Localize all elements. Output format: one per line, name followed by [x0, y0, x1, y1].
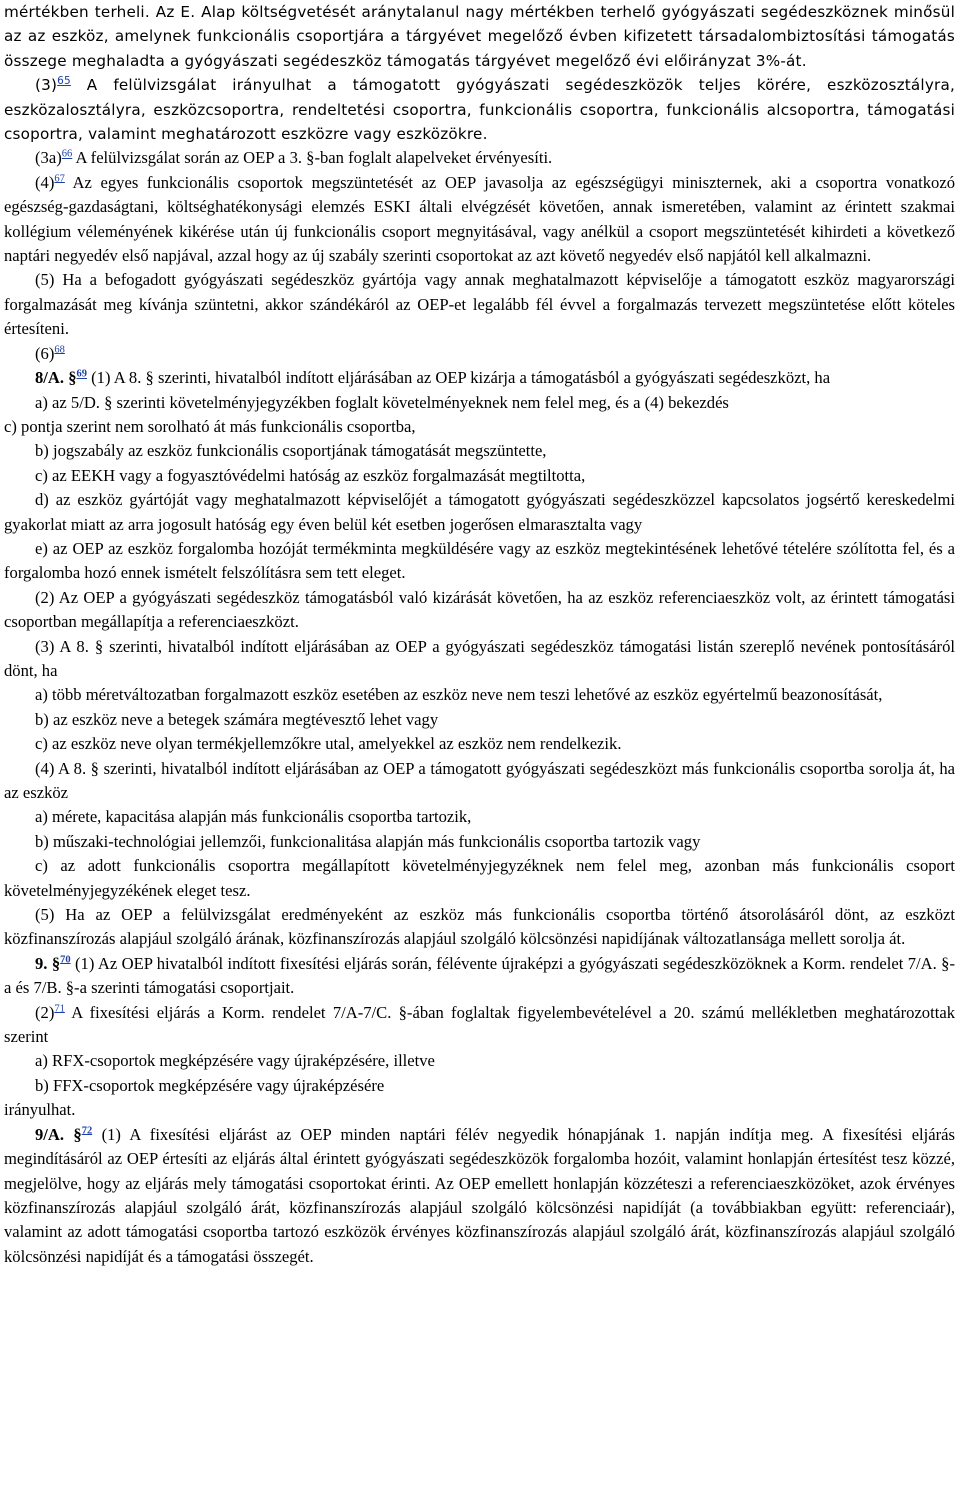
footnote-link-72[interactable]: 72: [81, 1125, 93, 1137]
section-heading: 8/A. §: [35, 368, 77, 388]
list-item-d: d) az eszköz gyártóját vagy meghatalmazott képviselőjét a támogatott gyógyászati segédeszközzel kapcsolatos jogsértő kereskedelmi gyakorlat miatt az arra jogosult hatóság egy éven belül két esetben jogerősen elmarasztalta vagy: [4, 490, 955, 534]
paragraph-3: [4, 73, 955, 146]
paragraph-continuation: mértékben terheli. Az E. Alap költségvetését aránytalanul nagy mértékben terhelő gyógyászati segédeszköznek minősül az az eszköz, amelynek funkcionális csoportjára a tárgyévet megelőző évben kifizetett társadalombiztosítási támogatás összege meghaladta a gyógyászati segédeszköz támogatás tárgyévet megelőző évi előirányzat 3%-át.: [4, 3, 955, 70]
footnote-link-69[interactable]: 69: [76, 368, 87, 380]
paragraph-text: A felülvizsgálat irányulhat a támogatott gyógyászati segédeszközök teljes körére, eszközosztályra, eszközalosztályra, eszközcsoportra, rendeltetési csoportra, funkcionális csoportra, funkcionális alcsoportra, támogatási csoportra, valamint meghatározott eszközre vagy eszközökre.: [4, 76, 955, 144]
list-item-a: a) RFX-csoportok megképzésére vagy újraképzésére, illetve: [35, 1051, 435, 1071]
paragraph-5: (5) Ha a befogadott gyógyászati segédeszköz gyártója vagy annak meghatalmazott képviselője a támogatott eszköz magyarországi forgalmazását meg kívánja szüntetni, akkor szándékáról az OEP-et legalább fél évvel a forgalmazás tervezett megszüntetése előtt köteles értesíteni.: [4, 270, 955, 339]
list-item-a: a) az 5/D. § szerinti követelményjegyzékben foglalt követelményeknek nem felel meg, és a (4) bekezdés: [35, 392, 729, 412]
paragraph-number: (6): [35, 343, 55, 363]
list-item-continuation: c) pontja szerint nem sorolható át más funkcionális csoportba,: [4, 416, 416, 436]
paragraph-text: (1) A fixesítési eljárást az OEP minden naptári félév negyedik hónapjának 1. napján indítja meg. A fixesítési eljárás megindításáról az OEP értesíti az eljárás által érintett gyógyászati segédeszközök forgalomba hozóit, valamint honlapján értesítést tesz közzé, megjelölve, hogy az eljárás mely támogatási csoportokat érinti. Az OEP emellett honlapján közzéteszi a referenciaeszközöket, azok érvényes közfinanszírozás alapjául szolgáló árát, közfinanszírozás alapjául szolgáló kölcsönzési napidíját (a továbbiakban együtt: referenciaár), valamint az adott támogatási csoportba tartozó eszközök érvényes közfinanszírozás alapjául szolgáló árát, közfinanszírozás alapjául szolgáló kölcsönzési napidíját és a támogatási összegét.: [4, 1124, 955, 1266]
section-9a: [4, 1123, 955, 1269]
paragraph-number: (3): [35, 76, 58, 95]
footnote-link-70[interactable]: 70: [60, 954, 71, 966]
list-item-c: c) az eszköz neve olyan termékjellemzőkre utal, amelyekkel az eszköz nem rendelkezik.: [35, 734, 622, 754]
paragraph-text: Az egyes funkcionális csoportok megszüntetését az OEP javasolja az egészségügyi miniszternek, aki a csoportra vonatkozó egészség-gazdaságtani, költséghatékonysági elemzés ESKI általi elvégzését követően, annak ismeretében, valamint az érintett szakmai kollégium véleményének kikérése után új funkcionális csoport megnyitásával, vagy anélkül a csoport megszüntetését kihirdeti a következő naptári negyedév első napjával, azzal hogy az új szabály szerinti csoportokat az azt követő negyedév első napjától kell alkalmazni.: [4, 172, 955, 266]
paragraph-3a: [4, 146, 955, 170]
footnote-link-68[interactable]: 68: [54, 344, 65, 356]
footnote-link-66[interactable]: 66: [61, 148, 73, 160]
paragraph-4-regroup: (4) A 8. § szerinti, hivatalból indított eljárásában az OEP a támogatott gyógyászati segédeszközt más funkcionális csoportba sorolja át, ha az eszköz: [4, 758, 955, 802]
paragraph-number: (2): [35, 1002, 55, 1022]
paragraph-text: (1) Az OEP hivatalból indított fixesítési eljárás során, félévente újraképzi a gyógyászati segédeszközöknek a Korm. rendelet 7/A. §-a és 7/B. §-a szerinti támogatási csoportjait.: [4, 953, 955, 998]
list-item-b: b) FFX-csoportok megképzésére vagy újraképzésére: [35, 1075, 385, 1095]
paragraph-number: (4): [35, 172, 55, 192]
section-9: [4, 952, 955, 1001]
list-item-b: b) műszaki-technológiai jellemzői, funkcionalitása alapján más funkcionális csoportba tartozik vagy: [35, 831, 701, 851]
list-continuation: irányulhat.: [4, 1100, 76, 1120]
paragraph-6: [4, 342, 955, 366]
section-heading: 9. §: [35, 953, 61, 973]
footnote-link-71[interactable]: 71: [54, 1003, 65, 1015]
list-item-a: a) több méretváltozatban forgalmazott eszköz esetében az eszköz neve nem teszi lehetővé az eszköz egyértelmű beazonosítását,: [35, 685, 883, 705]
paragraph-9-2: [4, 1001, 955, 1050]
list-item-b: b) jogszabály az eszköz funkcionális csoportjának támogatását megszüntette,: [35, 441, 547, 461]
list-item-e: e) az OEP az eszköz forgalomba hozóját termékminta megküldésére vagy az eszköz megtekintésének lehetővé tételére szólította fel, és a forgalomba hozó ennek ismételt felszólításra sem tett eleget.: [4, 538, 955, 583]
footnote-link-65[interactable]: 65: [57, 75, 71, 88]
paragraph-5-regroup: (5) Ha az OEP a felülvizsgálat eredményeként az eszköz más funkcionális csoportba történő átsorolásáról dönt, az eszközt közfinanszírozás alapjául szolgáló árának, közfinanszírozás alapjául szolgáló kölcsönzési napidíjának változatlansága mellett sorolja át.: [4, 905, 955, 949]
list-item-a: a) mérete, kapacitása alapján más funkcionális csoportba tartozik,: [35, 807, 472, 827]
paragraph-2: (2) Az OEP a gyógyászati segédeszköz támogatásból való kizárását követően, ha az eszköz referenciaeszköz volt, az érintett támogatási csoportban megállapítja a referenciaeszközt.: [4, 587, 955, 632]
footnote-link-67[interactable]: 67: [54, 173, 65, 185]
section-heading: 9/A. §: [35, 1124, 82, 1144]
section-8a: [4, 366, 955, 390]
paragraph-number: (3a): [35, 148, 62, 168]
list-item-b: b) az eszköz neve a betegek számára megtévesztő lehet vagy: [35, 709, 439, 729]
paragraph-text: (1) A 8. § szerinti, hivatalból indított eljárásában az OEP kizárja a támogatásból a gyógyászati segédeszközt, ha: [86, 368, 831, 388]
paragraph-4: [4, 171, 955, 269]
paragraph-text: A felülvizsgálat során az OEP a 3. §-ban foglalt alapelveket érvényesíti.: [72, 148, 553, 168]
paragraph-3-name: (3) A 8. § szerinti, hivatalból indított eljárásában az OEP a gyógyászati segédeszköz támogatási listán szereplő nevének pontosításáról dönt, ha: [4, 636, 955, 680]
list-item-c: c) az adott funkcionális csoportra megállapított követelményjegyzéknek nem felel meg, azonban más funkcionális csoport követelményjegyzékének eleget tesz.: [4, 856, 955, 900]
list-item-c: c) az EEKH vagy a fogyasztóvédelmi hatóság az eszköz forgalmazását megtiltotta,: [35, 465, 586, 485]
paragraph-text: A fixesítési eljárás a Korm. rendelet 7/A-7/C. §-ában foglaltak figyelembevételével a 20. számú mellékletben meghatározottak szerint: [4, 1002, 955, 1047]
